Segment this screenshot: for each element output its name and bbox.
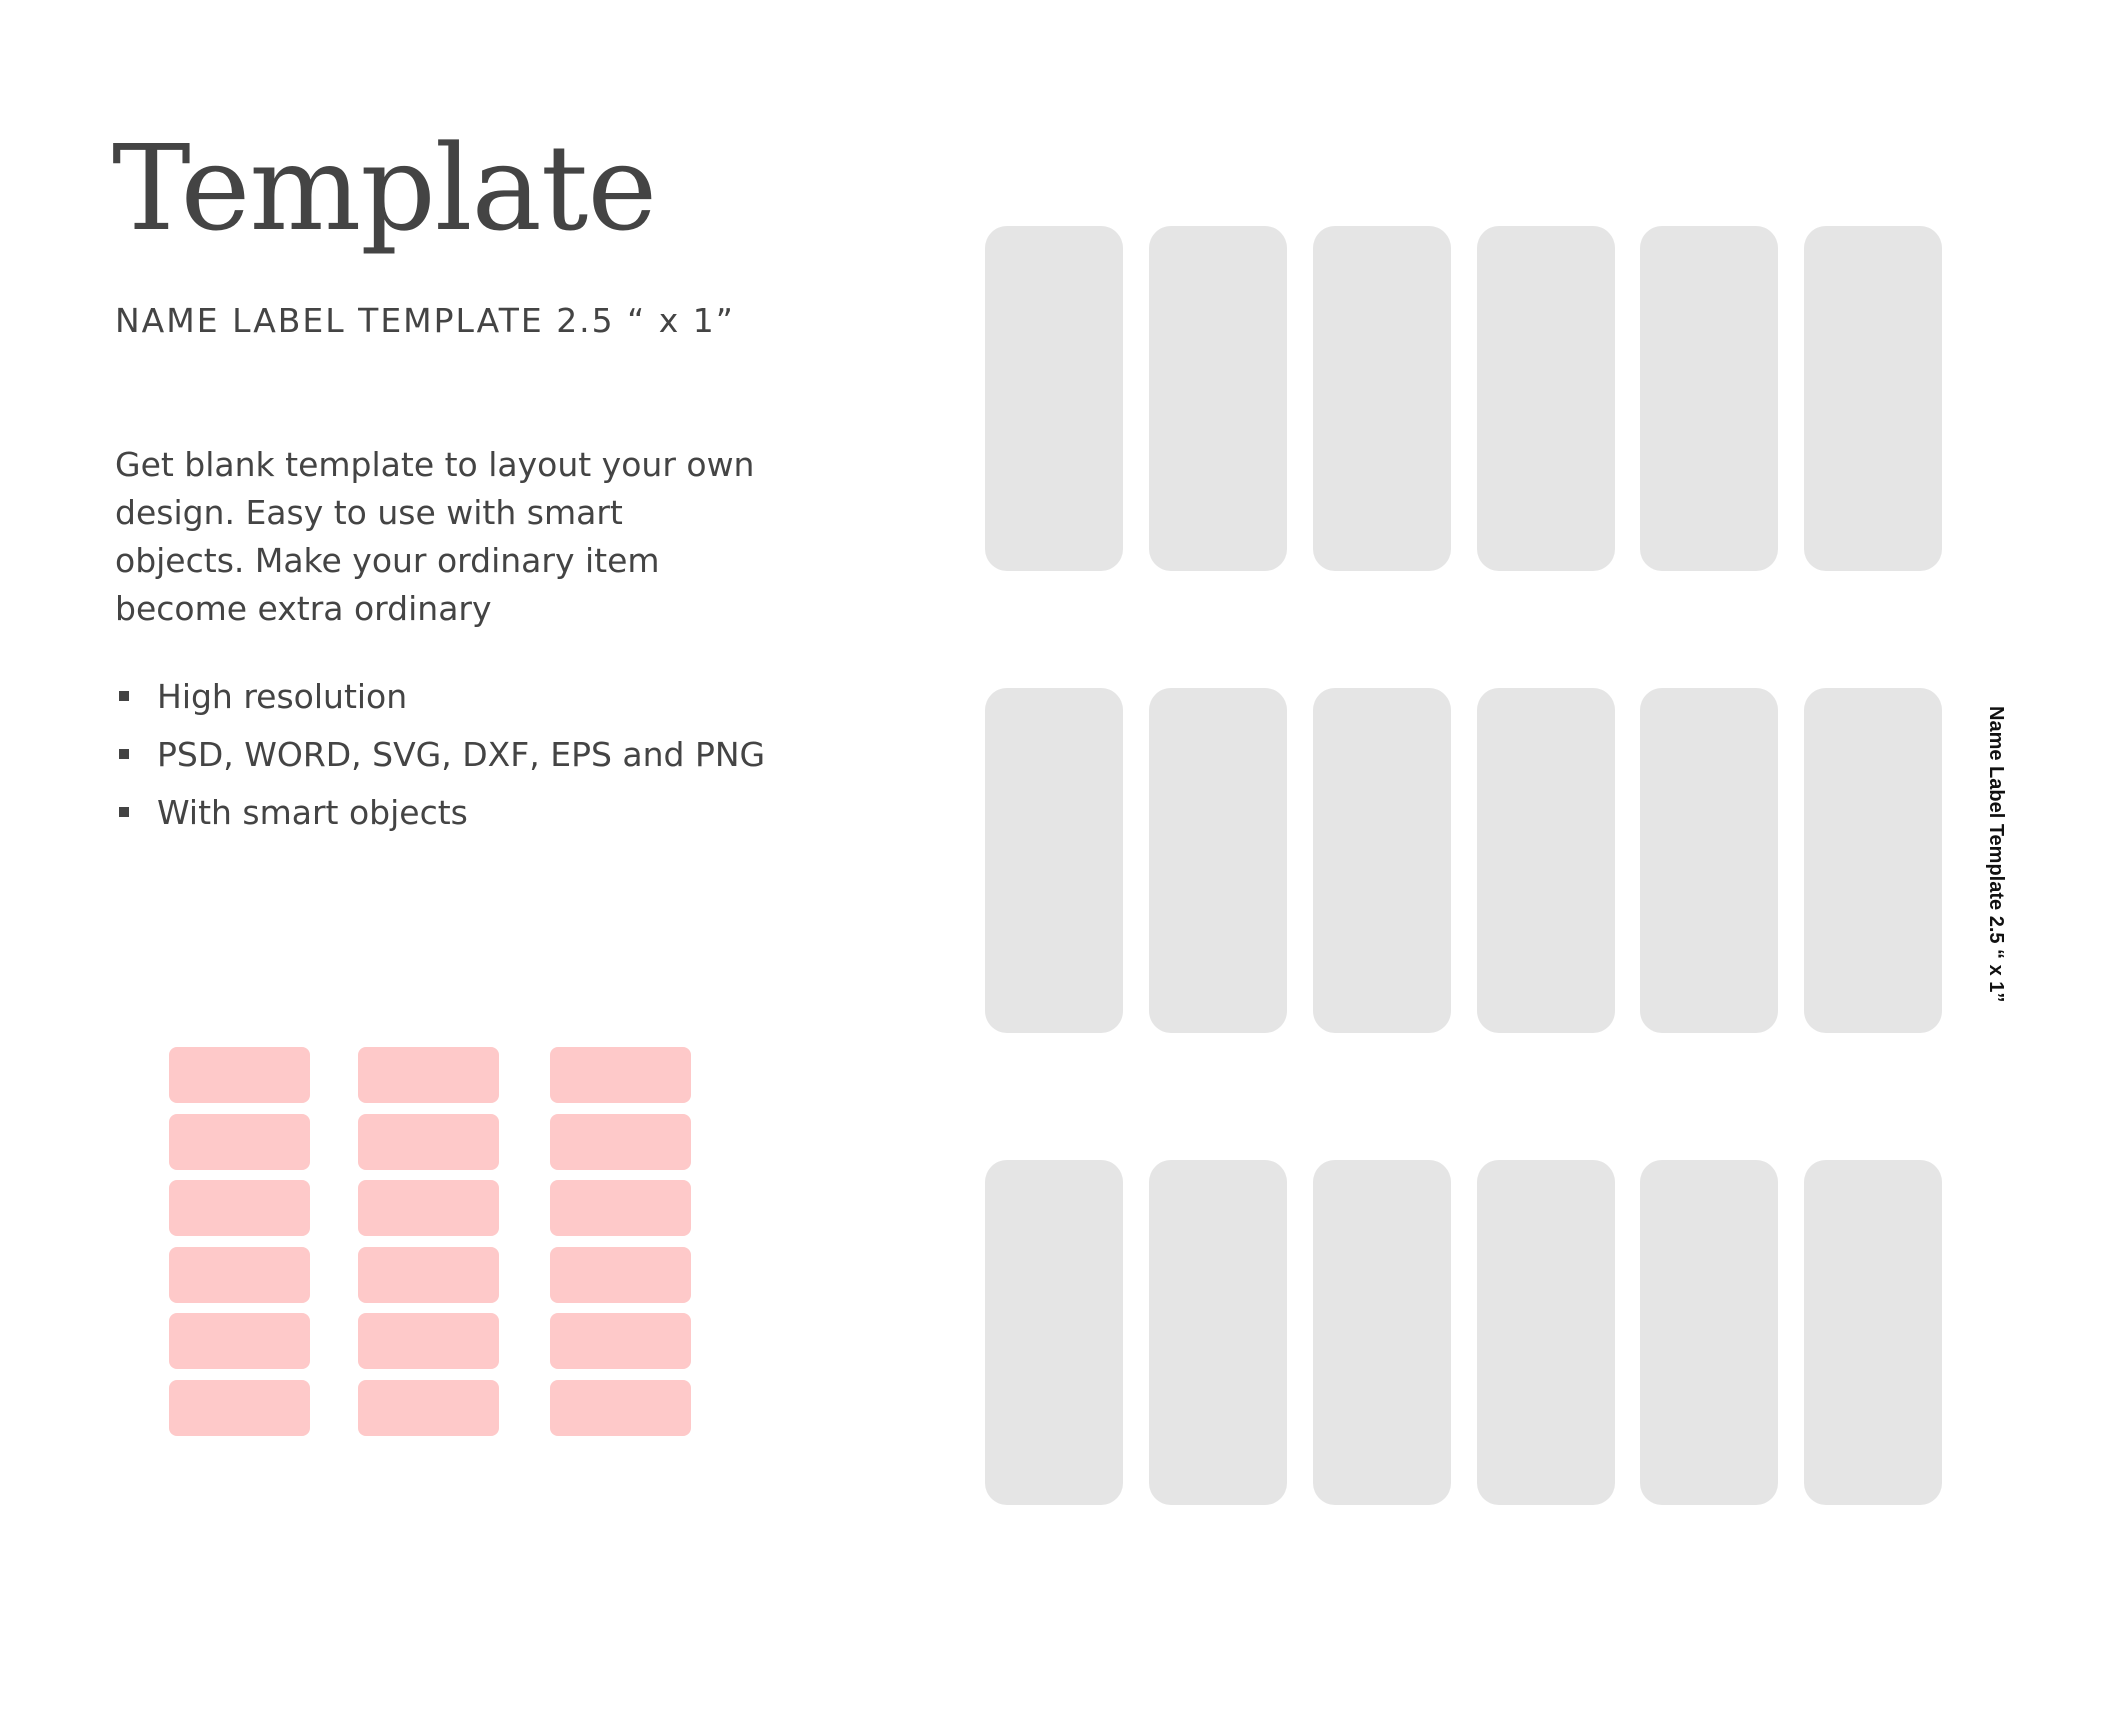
label-cell (1477, 688, 1615, 1033)
label-cell (985, 226, 1123, 571)
preview-label (169, 1313, 310, 1369)
label-cell (1640, 688, 1778, 1033)
preview-label (169, 1180, 310, 1236)
preview-label (169, 1380, 310, 1436)
preview-label (358, 1247, 499, 1303)
label-cell (1477, 1160, 1615, 1505)
label-cell (1804, 688, 1942, 1033)
preview-label (358, 1114, 499, 1170)
square-bullet-icon (119, 691, 129, 701)
preview-label (550, 1114, 691, 1170)
preview-label (550, 1180, 691, 1236)
label-cell (1149, 226, 1287, 571)
preview-label (358, 1047, 499, 1103)
preview-label (169, 1047, 310, 1103)
feature-item (115, 783, 765, 841)
preview-label (550, 1380, 691, 1436)
label-cell (1149, 1160, 1287, 1505)
preview-label (169, 1247, 310, 1303)
label-sheet-grid (985, 0, 1945, 1713)
label-cell (1313, 688, 1451, 1033)
feature-item (115, 725, 765, 783)
preview-label (358, 1380, 499, 1436)
label-cell (985, 1160, 1123, 1505)
page-title: Template (112, 119, 657, 257)
feature-label: With smart objects (157, 792, 468, 832)
label-cell (1640, 1160, 1778, 1505)
preview-label (169, 1114, 310, 1170)
preview-label (550, 1247, 691, 1303)
label-cell (1149, 688, 1287, 1033)
page-subtitle: NAME LABEL TEMPLATE 2.5 “ x 1” (115, 301, 735, 340)
feature-label: PSD, WORD, SVG, DXF, EPS and PNG (157, 734, 766, 774)
preview-label (550, 1313, 691, 1369)
square-bullet-icon (119, 749, 129, 759)
label-cell (1804, 226, 1942, 571)
feature-label: High resolution (157, 676, 408, 716)
label-cell (1804, 1160, 1942, 1505)
description-text: Get blank template to layout your own design. Easy to use with smart objects. Make your ordinary item become extra ordinary (115, 445, 755, 628)
label-cell (1640, 226, 1778, 571)
label-cell (1313, 226, 1451, 571)
label-cell (1313, 1160, 1451, 1505)
label-cell (1477, 226, 1615, 571)
preview-label (358, 1313, 499, 1369)
label-sheet-preview (168, 1047, 688, 1437)
side-caption: Name Label Template 2.5 “ x 1” (1985, 706, 2007, 1003)
label-cell (985, 688, 1123, 1033)
preview-label (358, 1180, 499, 1236)
preview-label (550, 1047, 691, 1103)
square-bullet-icon (119, 807, 129, 817)
feature-list (115, 667, 765, 841)
feature-item (115, 667, 765, 725)
